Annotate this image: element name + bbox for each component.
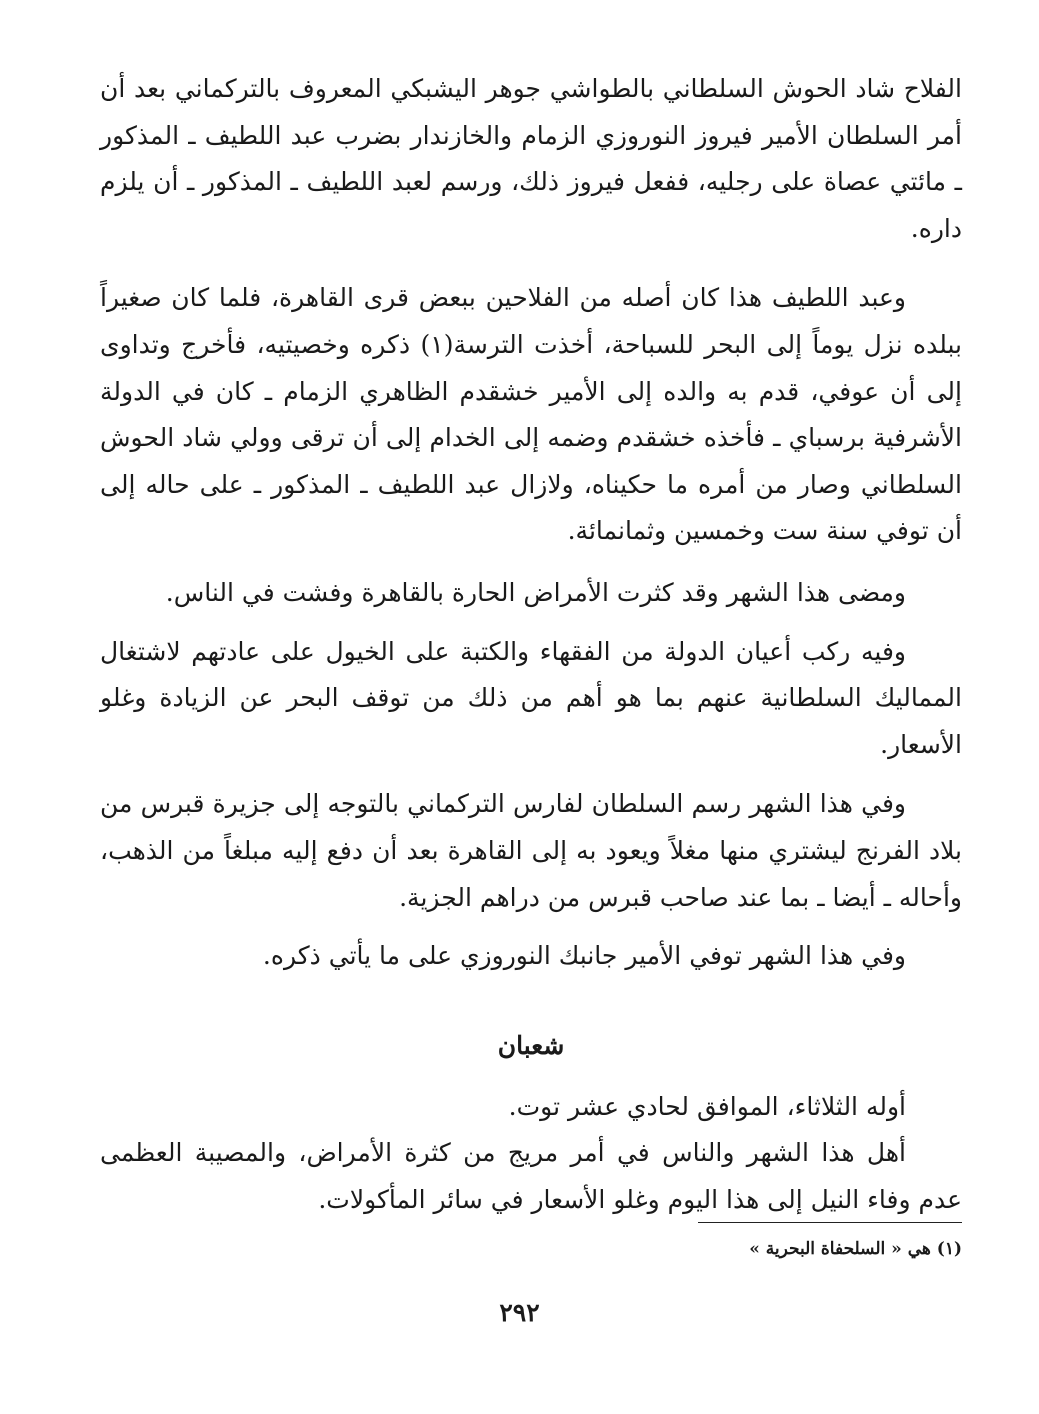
paragraph-5: وفي هذا الشهر رسم السلطان لفارس التركماني بالتوجه إلى جزيرة قبرس من بلاد الفرنج ليشتري منها مغلاً ويعود به إلى القاهرة بعد أن دفع إليه مبلغاً من الذهب، وأحاله ـ أيضا ـ بما عند صاحب قبرس من دراهم الجزية.	[100, 789, 962, 912]
paragraph-3: ومضى هذا الشهر وقد كثرت الأمراض الحارة بالقاهرة وفشت في الناس.	[165, 577, 906, 607]
section-paragraph-2: أهل هذا الشهر والناس في أمر مريج من كثرة الأمراض، والمصيبة العظمى عدم وفاء النيل إلى هذا اليوم وغلو الأسعار في سائر المأكولات.	[100, 1138, 962, 1214]
section-heading: شعبان	[497, 1030, 565, 1060]
page-number: ٢٩٢	[499, 1298, 540, 1327]
section-paragraph-1: أوله الثلاثاء، الموافق لحادي عشر توت.	[508, 1091, 906, 1121]
footnote-divider	[698, 1222, 962, 1223]
paragraph-1: الفلاح شاد الحوش السلطاني بالطواشي جوهر اليشبكي المعروف بالتركماني بعد أن أمر السلطان الأمير فيروز النوروزي الزمام والخازندار بضرب عبد اللطيف ـ المذكور ـ مائتي عصاة على رجليه، ففعل فيروز ذلك، ورسم لعبد اللطيف ـ المذكور ـ أن يلزم داره.	[100, 74, 962, 243]
footnote: (١) هي « السلحفاة البحرية »	[749, 1239, 962, 1259]
page-body	[100, 66, 962, 1223]
paragraph-6: وفي هذا الشهر توفي الأمير جانبك النوروزي على ما يأتي ذكره.	[262, 941, 906, 971]
paragraph-2: وعبد اللطيف هذا كان أصله من الفلاحين ببعض قرى القاهرة، فلما كان صغيراً ببلده نزل يوماً إلى البحر للسباحة، أخذت الترسة(١) ذكره وخصيتيه، فأخرج وتداوى إلى أن عوفي، قدم به والده إلى الأمير خشقدم الظاهري الزمام ـ كان في الدولة الأشرفية برسباي ـ فأخذه خشقدم وضمه إلى الخدام إلى أن ترقى وولي شاد الحوش السلطاني وصار من أمره ما حكيناه، ولازال عبد اللطيف ـ المذكور ـ على حاله إلى أن توفي سنة ست وخمسين وثمانمائة.	[100, 283, 962, 546]
paragraph-4: وفيه ركب أعيان الدولة من الفقهاء والكتبة على الخيول على عادتهم لاشتغال المماليك السلطانية عنهم بما هو أهم من ذلك من توقف البحر عن الزيادة وغلو الأسعار.	[100, 636, 962, 759]
